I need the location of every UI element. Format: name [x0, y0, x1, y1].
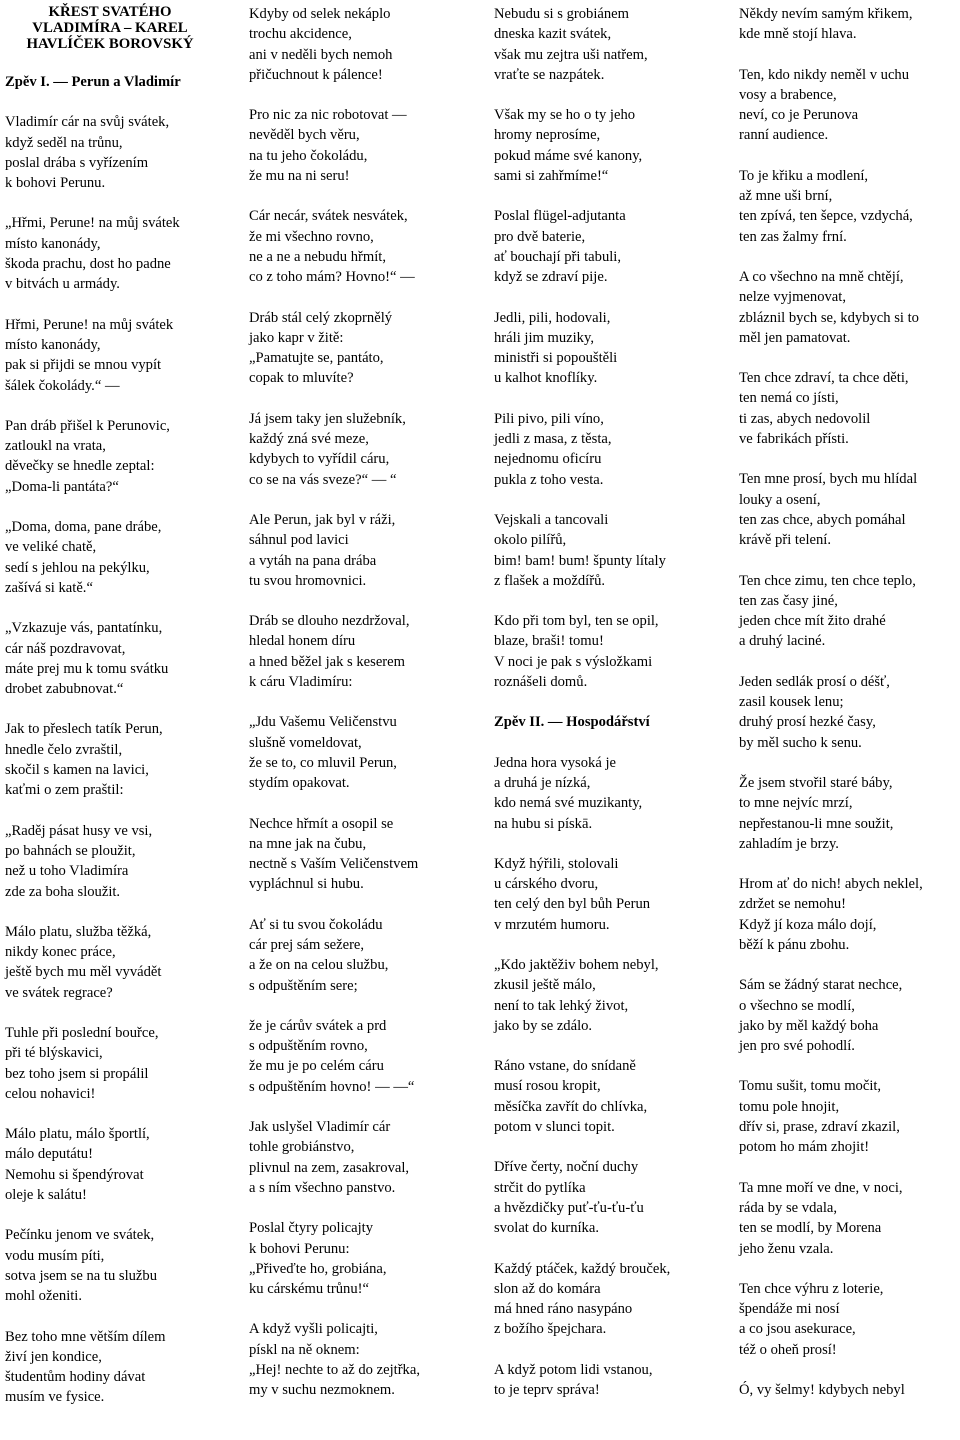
- stanza: Jedna hora vysoká je a druhá je nízká, kdo nemá své muzikanty, na hubu si pískā.: [494, 754, 643, 832]
- stanza: Ten chce výhru z loterie, špendáže mi nosí a co jsou asekurace, též o oheň prosí!: [739, 1280, 884, 1358]
- column-1: [5, 4, 235, 1428]
- stanza: Hrom ať do nich! abych neklel, zdržet se nemohu! Když jí koza málo dojí, běží k pánu zbohu.: [739, 876, 923, 953]
- stanza: Jak uslyšel Vladimír cár tohle grobiánstvo, plivnul na zem, zasakroval, a s ním všechno panstvo.: [249, 1119, 410, 1196]
- stanza: Pečínku jenom ve svátek, vodu musím píti, sotva jsem se na tu službu mohl oženiti.: [5, 1227, 157, 1305]
- column-3: [494, 4, 724, 1420]
- stanza: Ráno vstane, do snídaně musí rosou kropit, měsíčka zavřít do chlívka, potom v slunci topit.: [494, 1058, 648, 1136]
- stanza: Málo platu, služba těžká, nikdy konec práce, ještě bych mu měl vyvádět ve svátek regrace?: [5, 923, 162, 1001]
- stanza: Dráb se dlouho nezdržoval, hledal honem díru a hned běžel jak s keserem k cáru Vladimíru:: [249, 613, 410, 691]
- stanza: A když potom lidi vstanou, to je teprv správa!: [494, 1361, 653, 1399]
- stanza: Pan dráb přišel k Perunovic, zatloukl na vrata, děvečky se hnedle zeptal: „Doma-li pantáta?“: [5, 417, 170, 495]
- stanza: „Doma, doma, pane drábe, ve veliké chatě, sedí s jehlou na pekýlku, zašívá si katě.“: [5, 519, 162, 596]
- stanza: Sám se žádný starat nechce, o všechno se modlí, jako by měl každý boha jen pro své pohodlí.: [739, 977, 903, 1055]
- stanza: Poslal čtyry policajty k bohovi Perunu: „Přiveďte ho, grobiána, ku cárskému trůnu!“: [249, 1220, 387, 1298]
- stanza: „Jdu Vašemu Veličenstvu slušně vomeldovat, že se to, co mluvil Perun, stydím opakovat.: [249, 714, 397, 792]
- stanza: že je cárův svátek a prd s odpuštěním rovno, že mu je po celém cáru s odpuštěním hovno! — —“: [249, 1017, 415, 1095]
- stanza: Pili pivo, pili víno, jedli z masa, z těsta, nejednomu oficíru pukla z toho vesta.: [494, 410, 612, 488]
- stanza: Ten, kdo nikdy neměl v uchu vosy a brabence, neví, co je Perunova ranní audience.: [739, 66, 910, 144]
- stanza: Ten chce zdraví, ta chce děti, ten nemá co jísti, ti zas, abych nedovolil ve fabrikách přísti.: [739, 370, 909, 448]
- stanza: Cár necár, svátek nesvátek, že mi všechno rovno, ne a ne a nebudu hřmít, co z toho mám? Hovno!“ —: [249, 208, 415, 286]
- stanza: Nechce hřmít a osopil se na mne jak na čubu, nectně s Vaším Veličenstvem vypláchnul si hubu.: [249, 815, 419, 893]
- stanza: Ta mne moří ve dne, v noci, ráda by se vdala, ten se modlí, by Morena jeho ženu vzala.: [739, 1179, 903, 1257]
- stanza: Bez toho mne větším dílem živí jen kondice, študentům hodiny dávat musím ve fysice.: [5, 1328, 166, 1406]
- stanza: Ten chce zimu, ten chce teplo, ten zas časy jiné, jeden chce mít žito drahé a druhý laciné.: [739, 572, 916, 650]
- stanza: Jak to přeslech tatík Perun, hnedle čelo zvraštil, skočil s kamen na lavici, kaťmi o zem praštil:: [5, 721, 163, 799]
- stanza: Tuhle při poslední bouřce, při té blýskavici, bez toho jsem si propálil celou nohavici!: [5, 1024, 159, 1102]
- stanza: Pro nic za nic robotovat — nevěděl bych věru, na tu jeho čokoládu, že mu na ni seru!: [249, 107, 407, 185]
- stanza: Dráb stál celý zkoprnělý jako kapr v žitě: „Pamatujte se, pantáto, copak to mluvíte?: [249, 309, 393, 387]
- stanza: Každý ptáček, každý brouček, slon až do komára má hned ráno nasypáno z božího špejchara.: [494, 1260, 671, 1338]
- stanza: Kdyby od selek nekáplo trochu akcidence, ani v neděli bych nemoh přičuchnout k pálence!: [249, 6, 393, 83]
- stanza: Málo platu, málo športlí, málo deputátu! Nemohu si špendýrovat oleje k salátu!: [5, 1126, 150, 1204]
- stanza: Dříve čerty, noční duchy strčit do pytlíka a hvězdičky puť-ťu-ťu-ťu svolat do kurníka.: [494, 1159, 644, 1237]
- stanza: „Hřmi, Perune! na můj svátek místo kanonády, škoda prachu, dost ho padne v bitvách u armády.: [5, 215, 180, 293]
- stanza: Vejskali a tancovali okolo pilířů, bim! bam! bum! špunty lítaly z flašek a moždířů.: [494, 511, 666, 589]
- stanza: Já jsem taky jen služebník, každý zná své meze, kdybych to vyřídil cáru, co se na vás sveze?“ — “: [249, 410, 406, 488]
- song-2-heading: Zpěv II. — Hospodářství: [494, 714, 650, 731]
- stanza: Tomu sušit, tomu močit, tomu pole hnojit, dřív si, prase, zdraví zkazil, potom ho mám zhojit!: [739, 1078, 900, 1156]
- stanza: Však my se ho o ty jeho hromy neprosíme, pokud máme své kanony, sami si zahřmíme!“: [494, 107, 643, 185]
- stanza: Hřmi, Perune! na můj svátek místo kanonády, pak si přijdi se mnou vypít šálek čokolády.“ —: [5, 316, 174, 394]
- stanza: Poslal flügel-adjutanta pro dvě baterie, ať bouchají při tabuli, když se zdraví pije.: [494, 208, 626, 286]
- stanza: A co všechno na mně chtějí, nelze vyjmenovat, zbláznil bych se, kdybych si to měl jen pamatovat.: [739, 268, 919, 346]
- column-2: [249, 4, 479, 1421]
- stanza: Jeden sedlák prosí o déšť, zasil kousek lenu; druhý prosí hezké časy, by měl sucho k senu.: [739, 673, 890, 751]
- stanza: Jedli, pili, hodovali, hráli jim muziky, ministři si popouštěli u kalhot knoflíky.: [494, 309, 618, 387]
- stanza: A když vyšli policajti, pískl na ně oknem: „Hej! nechte to až do zejtřka, my v suchu nezmoknem.: [249, 1321, 420, 1399]
- stanza: „Raděj pásat husy ve vsi, po bahnách se ploužit, než u toho Vladimíra zde za boha sloužit.: [5, 822, 153, 900]
- stanza: Ale Perun, jak byl v ráži, sáhnul pod lavici a vytáh na pana drába tu svou hromovnici.: [249, 511, 396, 589]
- stanza: Ten mne prosí, bych mu hlídal louky a osení, ten zas chce, abych pomáhal krávě při telení.: [739, 471, 918, 549]
- stanza: Kdo při tom byl, ten se opil, blaze, braši! tomu! V noci je pak s výsložkami roznášeli domů.: [494, 613, 659, 691]
- stanza: Že jsem stvořil staré báby, to mne nejvíc mrzí, nepřestanou-li mne soužit, zahladím je brzy.: [739, 774, 894, 852]
- stanza: Když hýřili, stolovali u cárského dvoru, ten celý den byl bůh Perun v mrzutém humoru.: [494, 855, 651, 933]
- stanza: „Kdo jaktěživ bohem nebyl, zkusil ještě málo, není to tak lehký život, jako by se zdálo.: [494, 956, 659, 1034]
- stanza: To je křiku a modlení, až mne uši brní, ten zpívá, ten šepce, vzdychá, ten zas žalmy frní.: [739, 167, 913, 245]
- stanza: Vladimír cár na svůj svátek, když seděl na trůnu, poslal drába s vyřízením k bohovi Perunu.: [5, 114, 170, 192]
- poem-title: KŘEST SVATÉHO VLADIMÍRA – KAREL HAVLÍČEK BOROVSKÝ: [26, 4, 194, 52]
- stanza: Nebudu si s grobiánem dneska kazit svátek, však mu zejtra uši natřem, vraťte se nazpátek.: [494, 6, 648, 83]
- stanza: Ať si tu svou čokoládu cár prej sám sežere, a že on na celou službu, s odpuštěním sere;: [249, 916, 389, 994]
- column-4: [739, 4, 960, 1420]
- stanza: Ó, vy šelmy! kdybych nebyl: [739, 1382, 905, 1399]
- stanza: Někdy nevím samým křikem, kde mně stojí hlava.: [739, 6, 913, 43]
- stanza: „Vzkazuje vás, pantatínku, cár náš pozdravovat, máte prej mu k tomu svátku drobet zabubnovat.“: [5, 620, 169, 698]
- song-1-heading: Zpěv I. — Perun a Vladimír: [5, 74, 181, 90]
